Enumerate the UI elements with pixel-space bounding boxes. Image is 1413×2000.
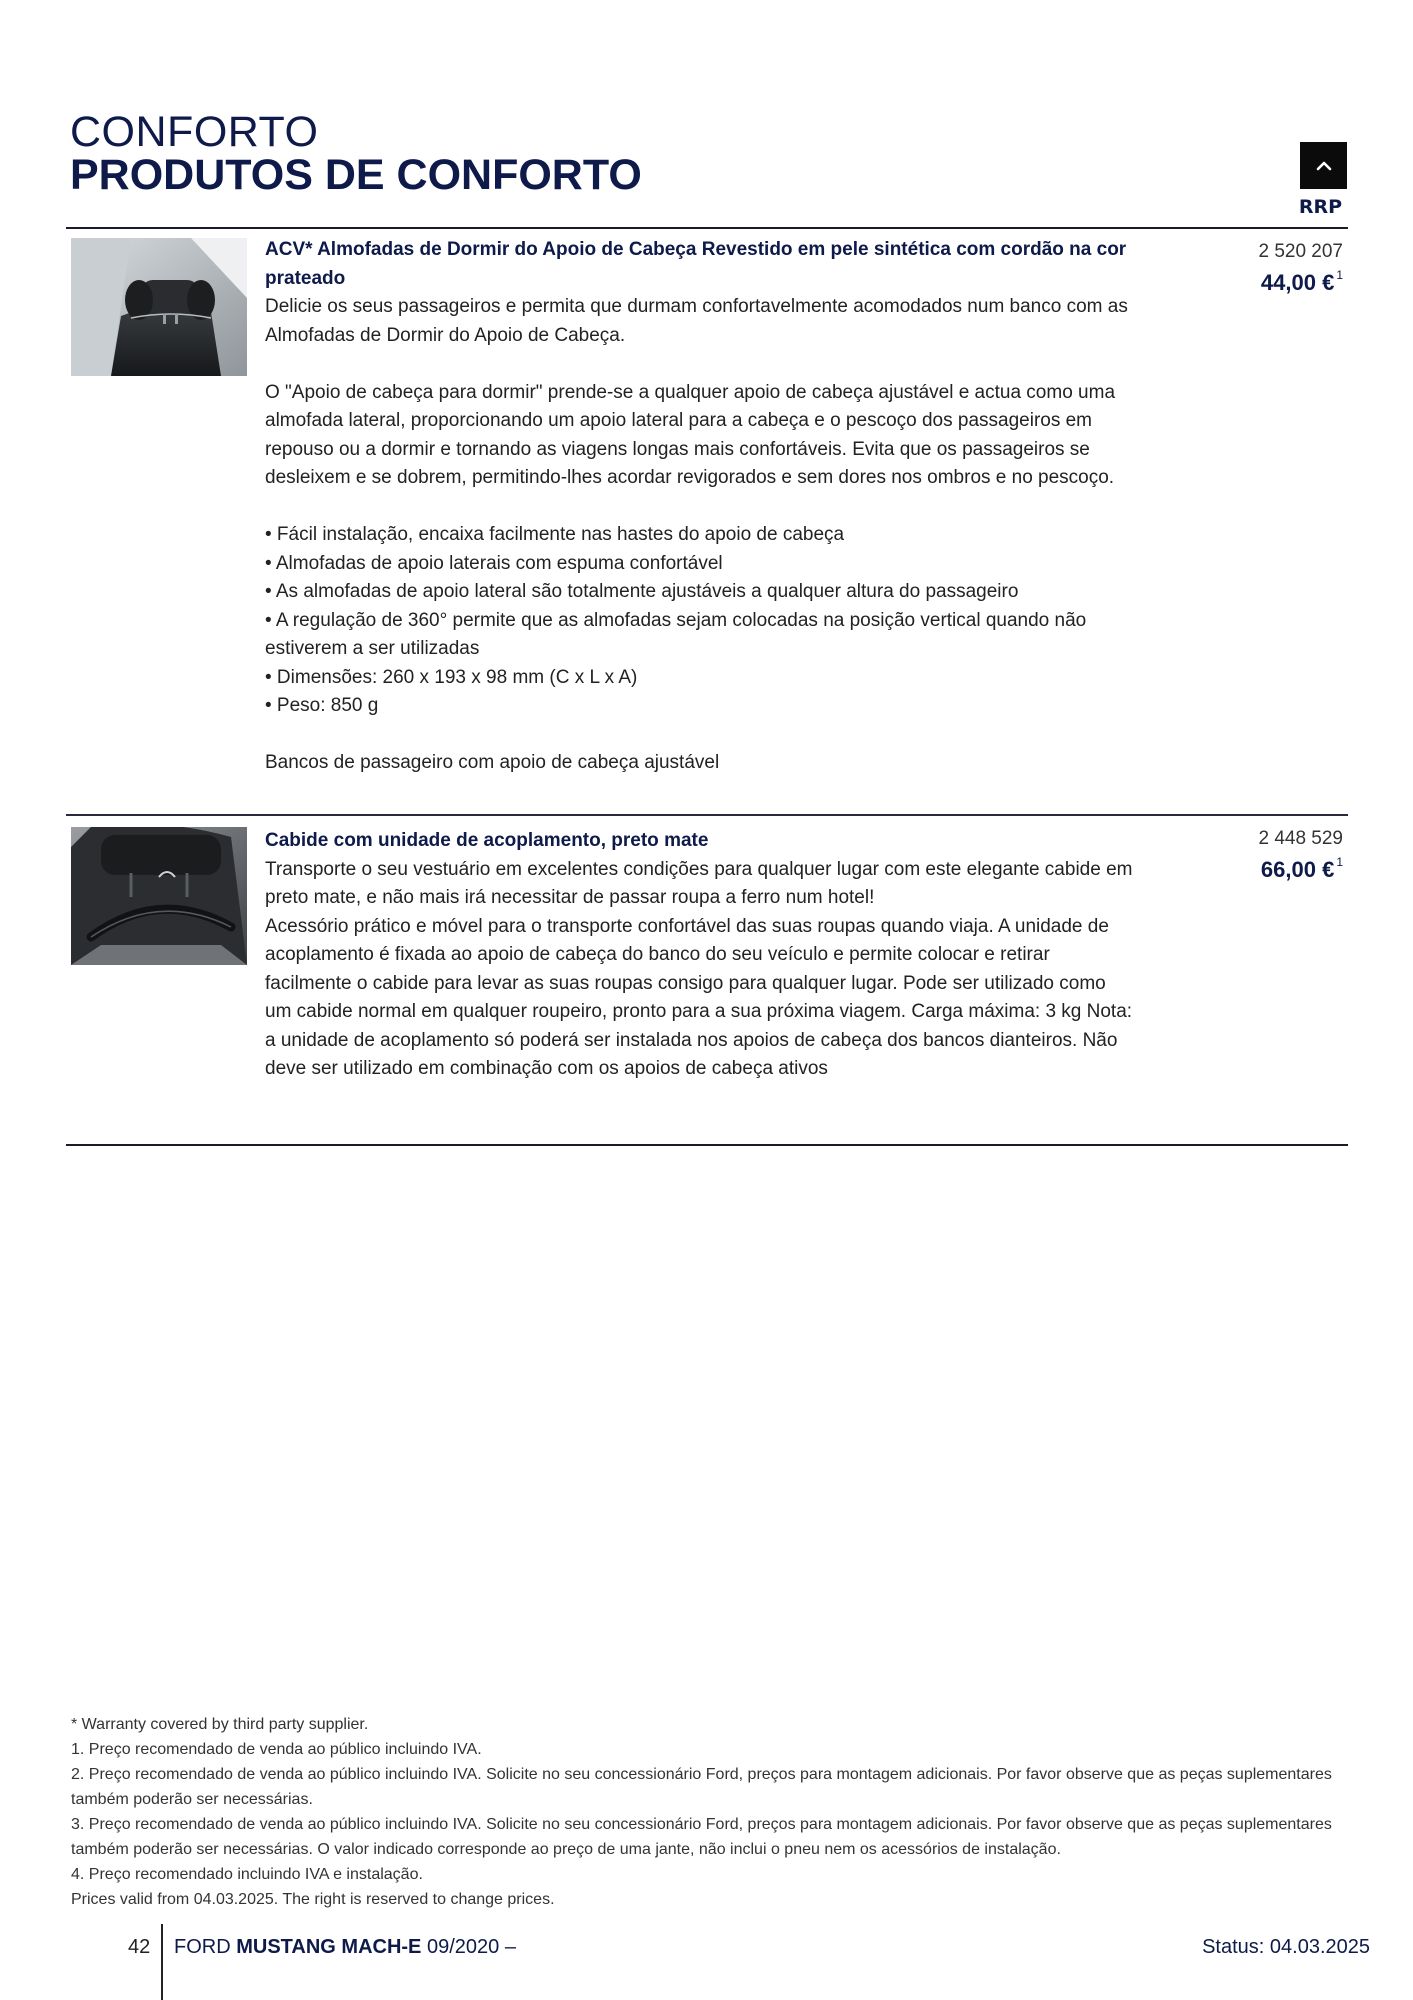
product-title: ACV* Almofadas de Dormir do Apoio de Cabeça Revestido em pele sintética com cordão na cor prateado (265, 239, 1127, 289)
product-paragraph: O "Apoio de cabeça para dormir" prende-se a qualquer apoio de cabeça ajustável e actua como uma almofada lateral, proporcionando um apoio lateral para a cabeça e o pescoço dos passageiros em repouso ou a dormir e tornando as viagens longas mais confortáveis. Evita que os passageiros se desleixem e se dobrem, permitindo-lhes acordar revigorados e sem dores nos ombros e no pescoço. (265, 381, 1116, 488)
footer-status: Status: 04.03.2025 (1202, 1936, 1370, 1958)
footnote: 1. Preço recomendado de venda ao público incluindo IVA. (71, 1741, 482, 1758)
product-feature-list: • Fácil instalação, encaixa facilmente nas hastes do apoio de cabeça • Almofadas de apoio laterais com espuma confortável • As almofadas de apoio lateral são totalmente ajustáveis a qualquer altura do passageiro • A regulação de 360° permite que as almofadas sejam colocadas na posição vertical quando não estiverem a ser utilizadas • Dimensões: 260 x 193 x 98 mm (C x L x A) • Peso: 850 g (265, 524, 1087, 716)
page-number: 42 (128, 1936, 151, 1958)
product-price (1261, 857, 1343, 883)
footnote: 4. Preço recomendado incluindo IVA e instalação. (71, 1866, 423, 1883)
footer-model-name: MUSTANG MACH-E (236, 1936, 422, 1958)
product-image-coat-hanger (71, 827, 247, 965)
price-footnote-ref: 1 (1336, 855, 1343, 869)
price-column-header: RRP (1298, 196, 1342, 218)
product-compatibility: Bancos de passageiro com apoio de cabeça ajustável (265, 752, 720, 773)
chevron-up-icon (1314, 156, 1334, 176)
price-value: 66,00 € (1260, 857, 1335, 882)
product-image-headrest-pillow (71, 238, 247, 376)
product-price (1261, 270, 1343, 296)
part-number: 2 520 207 (1258, 241, 1343, 262)
footer-brand: FORD (174, 1936, 231, 1958)
footer-model-years: 09/2020 – (426, 1936, 516, 1958)
header-divider (66, 227, 1348, 229)
footer-model (174, 1936, 516, 1959)
footnote: * Warranty covered by third party supplier. (71, 1716, 369, 1733)
footnote: 2. Preço recomendado de venda ao público incluindo IVA. Solicite no seu concessionário Ford, preços para montagem adicionais. Por favor observe que as peças suplementares também poderão ser necessárias. (71, 1766, 1332, 1808)
footnote: 3. Preço recomendado de venda ao público incluindo IVA. Solicite no seu concessionário Ford, preços para montagem adicionais. Por favor observe que as peças suplementares também poderão ser necessárias. O valor indicado corresponde ao preço de uma jante, não inclui o pneu nem os acessórios de instalação. (71, 1816, 1332, 1858)
price-value: 44,00 € (1260, 270, 1335, 295)
product-title: Cabide com unidade de acoplamento, preto mate (265, 830, 709, 851)
footer-divider (161, 1924, 163, 2000)
page-title: PRODUTOS DE CONFORTO (70, 151, 642, 199)
category-heading: CONFORTO (70, 108, 319, 156)
product-divider (66, 814, 1348, 816)
footnotes (71, 1712, 1371, 1912)
product-divider (66, 1144, 1348, 1146)
product-description (265, 827, 1135, 1084)
price-footnote-ref: 1 (1336, 268, 1343, 282)
footnote: Prices valid from 04.03.2025. The right is reserved to change prices. (71, 1891, 555, 1908)
product-paragraph: Delicie os seus passageiros e permita que durmam confortavelmente acomodados num banco com as Almofadas de Dormir do Apoio de Cabeça. (265, 296, 1128, 346)
part-number: 2 448 529 (1258, 828, 1343, 849)
back-to-top-button[interactable] (1300, 142, 1347, 189)
product-paragraph: Transporte o seu vestuário em excelentes condições para qualquer lugar com este elegante cabide em preto mate, e não mais irá necessitar de passar roupa a ferro num hotel! Acessório prático e móvel para o transporte confortável das suas roupas quando viaja. A unidade de acoplamento é fixada ao apoio de cabeça do banco do seu veículo e permite colocar e retirar facilmente o cabide para levar as suas roupas consigo para qualquer lugar. Pode ser utilizado como um cabide normal em qualquer roupeiro, pronto para a sua próxima viagem. Carga máxima: 3 kg Nota: a unidade de acoplamento só poderá ser instalada nos apoios de cabeça dos bancos dianteiros. Não deve ser utilizado em combinação com os apoios de cabeça ativos (265, 858, 1133, 1079)
product-description (265, 236, 1135, 778)
